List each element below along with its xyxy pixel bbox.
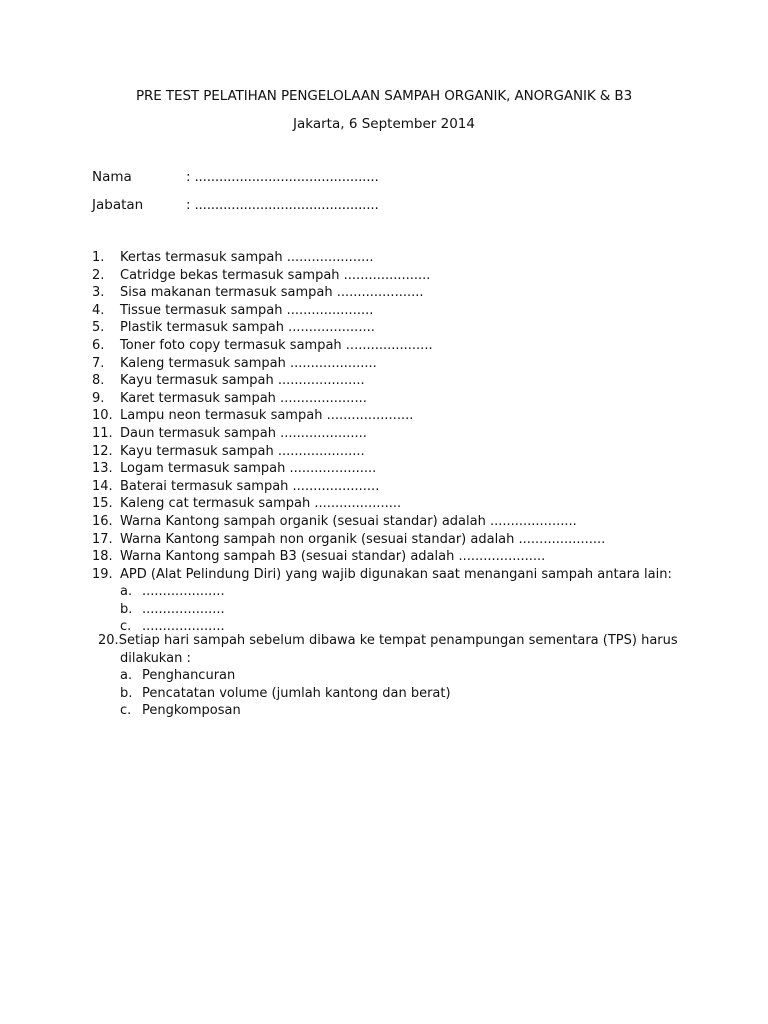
question-number: 15. xyxy=(92,496,113,512)
question-number: 3. xyxy=(92,285,105,301)
question-number: 2. xyxy=(92,267,105,283)
question-item xyxy=(92,337,692,355)
question-item xyxy=(92,355,692,373)
question-item xyxy=(92,249,692,267)
option-text: Pencatatan volume (jumlah kantong dan berat) xyxy=(142,685,451,701)
option-item xyxy=(92,601,692,619)
question-text: Toner foto copy termasuk sampah ..................... xyxy=(120,337,433,353)
question-text: Daun termasuk sampah ..................... xyxy=(120,425,367,441)
option-item xyxy=(92,667,676,685)
question-number: 17. xyxy=(92,531,113,547)
question-item xyxy=(92,284,692,302)
question-number: 6. xyxy=(92,337,105,353)
option-item xyxy=(92,702,676,720)
question-number: 4. xyxy=(92,302,105,318)
question-item xyxy=(92,425,692,443)
question-item xyxy=(92,390,692,408)
question-item xyxy=(92,531,692,549)
question-number: 16. xyxy=(92,513,113,529)
question-text: Warna Kantong sampah non organik (sesuai standar) adalah ..................... xyxy=(120,531,606,547)
question-text: Plastik termasuk sampah ..................... xyxy=(120,320,375,336)
question-item xyxy=(92,302,692,320)
question-item xyxy=(92,478,692,496)
option-item xyxy=(92,685,676,703)
question-text: Karet termasuk sampah ..................... xyxy=(120,390,367,406)
option-text: .................... xyxy=(142,584,225,600)
question-item xyxy=(92,407,692,425)
document-title: PRE TEST PELATIHAN PENGELOLAAN SAMPAH ORGANIK, ANORGANIK & B3 xyxy=(135,88,633,104)
question-20 xyxy=(92,632,676,720)
question-number: 11. xyxy=(92,425,113,441)
question-number: 19. xyxy=(92,566,113,582)
field-blank: : ............................................. xyxy=(186,197,379,213)
question-item xyxy=(92,548,692,566)
question-number: 1. xyxy=(92,250,105,265)
question-number: 9. xyxy=(92,390,105,406)
question-text: Kaleng termasuk sampah ..................... xyxy=(120,355,377,371)
option-text: Penghancuran xyxy=(142,668,236,684)
option-letter: b. xyxy=(120,685,133,701)
question-text: Kayu termasuk sampah ..................... xyxy=(120,373,365,389)
option-letter: a. xyxy=(120,584,133,600)
question-text: Lampu neon termasuk sampah ..................... xyxy=(120,408,414,424)
question-text: Warna Kantong sampah organik (sesuai standar) adalah ..................... xyxy=(120,513,577,529)
question-number: 13. xyxy=(92,461,113,477)
option-letter: a. xyxy=(120,668,133,684)
question-text: Setiap hari sampah sebelum dibawa ke tempat penampungan sementara (TPS) harus xyxy=(118,633,678,648)
option-letter: b. xyxy=(120,601,133,617)
question-text: APD (Alat Pelindung Diri) yang wajib digunakan saat menangani sampah antara lain: xyxy=(120,566,672,582)
question-item xyxy=(92,513,692,531)
question-text: Logam termasuk sampah ..................... xyxy=(120,461,377,477)
question-number: 14. xyxy=(92,478,113,494)
question-number: 8. xyxy=(92,373,105,389)
question-text-continued: dilakukan : xyxy=(120,650,191,666)
question-item xyxy=(92,460,692,478)
field-jabatan xyxy=(92,197,379,213)
question-item xyxy=(92,319,692,337)
question-list xyxy=(92,249,692,636)
document-subtitle: Jakarta, 6 September 2014 xyxy=(293,116,475,132)
question-item xyxy=(92,566,692,584)
option-letter: c. xyxy=(120,619,132,635)
question-text: Kaleng cat termasuk sampah ..................... xyxy=(120,496,402,512)
field-blank: : ............................................. xyxy=(186,169,379,185)
question-item xyxy=(92,495,692,513)
question-text: Catridge bekas termasuk sampah ..................... xyxy=(120,267,431,283)
field-label: Nama xyxy=(92,169,132,185)
question-text: Sisa makanan termasuk sampah ..................... xyxy=(120,285,424,301)
question-text: Warna Kantong sampah B3 (sesuai standar) adalah ..................... xyxy=(120,549,546,565)
field-label: Jabatan xyxy=(92,197,144,213)
question-text: Tissue termasuk sampah ..................... xyxy=(120,302,374,318)
question-item xyxy=(92,443,692,461)
question-number: 12. xyxy=(92,443,113,459)
question-text: Kayu termasuk sampah ..................... xyxy=(120,443,365,459)
field-nama xyxy=(92,169,379,185)
question-number: 7. xyxy=(92,355,105,371)
option-text: Pengkomposan xyxy=(142,703,241,719)
option-text: .................... xyxy=(142,601,225,617)
question-item xyxy=(92,267,692,285)
option-letter: c. xyxy=(120,703,132,719)
question-number: 18. xyxy=(92,549,113,565)
question-text: Baterai termasuk sampah ..................... xyxy=(120,478,380,494)
question-number: 10. xyxy=(92,408,113,424)
question-item xyxy=(92,372,692,390)
question-text: Kertas termasuk sampah ..................... xyxy=(120,250,374,265)
option-item xyxy=(92,583,692,601)
question-number: 20. xyxy=(98,633,119,648)
option-text: .................... xyxy=(142,619,225,635)
question-number: 5. xyxy=(92,320,105,336)
